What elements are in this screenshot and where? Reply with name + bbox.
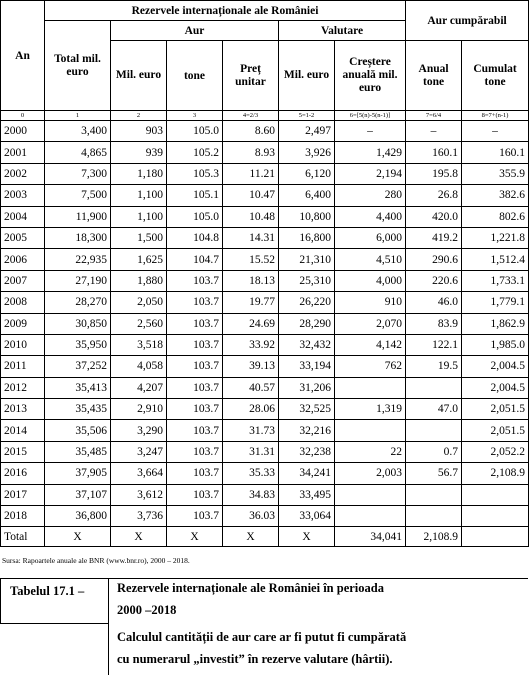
value-cell: 3,664: [111, 463, 167, 484]
value-cell: 103.7: [167, 441, 223, 462]
value-cell: 4,000: [335, 270, 406, 291]
total-cell: [462, 527, 529, 547]
year-cell: 2006: [1, 249, 45, 270]
value-cell: 0.7: [406, 441, 462, 462]
value-cell: 2,003: [335, 463, 406, 484]
value-cell: 122.1: [406, 334, 462, 355]
year-cell: 2013: [1, 399, 45, 420]
header-aur: Aur: [111, 21, 279, 41]
value-cell: 26,220: [279, 292, 335, 313]
value-cell: 1,319: [335, 399, 406, 420]
value-cell: 160.1: [406, 142, 462, 163]
value-cell: 35,413: [45, 377, 111, 398]
value-cell: 16,800: [279, 227, 335, 248]
header-cumulat: Cumulat tone: [462, 41, 529, 111]
value-cell: 10,800: [279, 206, 335, 227]
table-row: [1, 142, 529, 163]
value-cell: 1,880: [111, 270, 167, 291]
value-cell: 4,510: [335, 249, 406, 270]
value-cell: 3,400: [45, 121, 111, 142]
value-cell: 939: [111, 142, 167, 163]
value-cell: 1,625: [111, 249, 167, 270]
value-cell: 2,051.5: [462, 399, 529, 420]
header-pret-unitar: Preț unitar: [223, 41, 279, 111]
value-cell: 33.92: [223, 334, 279, 355]
index-cell: 3: [167, 111, 223, 121]
value-cell: 903: [111, 121, 167, 142]
value-cell: 6,400: [279, 185, 335, 206]
value-cell: 32,216: [279, 420, 335, 441]
table-caption: [0, 578, 528, 675]
value-cell: 28,290: [279, 313, 335, 334]
value-cell: 3,926: [279, 142, 335, 163]
value-cell: [462, 506, 529, 527]
source-note: Sursa: Rapoartele anuale ale BNR (www.bnr.ro), 2000 – 2018.: [2, 556, 190, 565]
value-cell: 105.0: [167, 121, 223, 142]
value-cell: 33,194: [279, 356, 335, 377]
value-cell: 3,290: [111, 420, 167, 441]
value-cell: [335, 420, 406, 441]
value-cell: 11.21: [223, 163, 279, 184]
value-cell: 31.73: [223, 420, 279, 441]
table-row: [1, 270, 529, 291]
table-row: [1, 163, 529, 184]
value-cell: 39.13: [223, 356, 279, 377]
value-cell: 1,100: [111, 185, 167, 206]
value-cell: 103.7: [167, 484, 223, 505]
value-cell: 104.8: [167, 227, 223, 248]
value-cell: 28.06: [223, 399, 279, 420]
year-cell: 2009: [1, 313, 45, 334]
value-cell: 18,300: [45, 227, 111, 248]
index-cell: 6=[5(n)-5(n-1)]: [335, 111, 406, 121]
value-cell: 2,004.5: [462, 356, 529, 377]
value-cell: 1,862.9: [462, 313, 529, 334]
data-rows: [1, 121, 529, 527]
value-cell: 35,950: [45, 334, 111, 355]
value-cell: 103.7: [167, 420, 223, 441]
table-row: [1, 249, 529, 270]
value-cell: 382.6: [462, 185, 529, 206]
index-cell: 1: [45, 111, 111, 121]
value-cell: 36.03: [223, 506, 279, 527]
header-an: An: [1, 1, 45, 111]
value-cell: 355.9: [462, 163, 529, 184]
table-row: [1, 420, 529, 441]
header-aur-tone: tone: [167, 41, 223, 111]
value-cell: 105.1: [167, 185, 223, 206]
value-cell: 40.57: [223, 377, 279, 398]
table-row: [1, 377, 529, 398]
table-row: [1, 506, 529, 527]
year-cell: 2003: [1, 185, 45, 206]
value-cell: 8.60: [223, 121, 279, 142]
value-cell: 30,850: [45, 313, 111, 334]
table-row: [1, 463, 529, 484]
index-cell: 8=7+(n-1): [462, 111, 529, 121]
value-cell: 105.0: [167, 206, 223, 227]
value-cell: 11,900: [45, 206, 111, 227]
value-cell: [406, 506, 462, 527]
table-row: [1, 334, 529, 355]
year-cell: 2018: [1, 506, 45, 527]
index-cell: 2: [111, 111, 167, 121]
value-cell: 46.0: [406, 292, 462, 313]
value-cell: [335, 484, 406, 505]
value-cell: 105.2: [167, 142, 223, 163]
year-cell: 2008: [1, 292, 45, 313]
value-cell: 83.9: [406, 313, 462, 334]
value-cell: 103.7: [167, 506, 223, 527]
value-cell: 104.7: [167, 249, 223, 270]
value-cell: 33,064: [279, 506, 335, 527]
table-row: [1, 356, 529, 377]
value-cell: [462, 484, 529, 505]
value-cell: 22: [335, 441, 406, 462]
value-cell: 103.7: [167, 334, 223, 355]
value-cell: 19.77: [223, 292, 279, 313]
total-cell: X: [167, 527, 223, 547]
year-cell: 2011: [1, 356, 45, 377]
value-cell: 7,300: [45, 163, 111, 184]
table-row: [1, 206, 529, 227]
value-cell: 910: [335, 292, 406, 313]
value-cell: 35,485: [45, 441, 111, 462]
value-cell: 33,495: [279, 484, 335, 505]
header-total-mil: Total mil. euro: [45, 21, 111, 111]
value-cell: 3,247: [111, 441, 167, 462]
value-cell: 1,779.1: [462, 292, 529, 313]
value-cell: 4,058: [111, 356, 167, 377]
year-cell: 2014: [1, 420, 45, 441]
value-cell: [335, 506, 406, 527]
header-anual: Anual tone: [406, 41, 462, 111]
table-row: [1, 121, 529, 142]
value-cell: 34,241: [279, 463, 335, 484]
value-cell: 28,270: [45, 292, 111, 313]
table-row: [1, 185, 529, 206]
value-cell: 2,052.2: [462, 441, 529, 462]
value-cell: 56.7: [406, 463, 462, 484]
value-cell: –: [462, 121, 529, 142]
value-cell: 18.13: [223, 270, 279, 291]
value-cell: 2,070: [335, 313, 406, 334]
index-cell: 0: [1, 111, 45, 121]
value-cell: 37,252: [45, 356, 111, 377]
total-cell: X: [279, 527, 335, 547]
value-cell: 103.7: [167, 377, 223, 398]
value-cell: 31,206: [279, 377, 335, 398]
value-cell: [406, 420, 462, 441]
value-cell: 21,310: [279, 249, 335, 270]
value-cell: [335, 377, 406, 398]
value-cell: 1,512.4: [462, 249, 529, 270]
caption-label: Tabelul 17.1 –: [10, 584, 85, 598]
value-cell: 3,518: [111, 334, 167, 355]
value-cell: 26.8: [406, 185, 462, 206]
year-cell: 2001: [1, 142, 45, 163]
value-cell: 103.7: [167, 399, 223, 420]
total-row: [1, 527, 529, 547]
value-cell: 35,506: [45, 420, 111, 441]
value-cell: 37,905: [45, 463, 111, 484]
value-cell: 103.7: [167, 270, 223, 291]
value-cell: 762: [335, 356, 406, 377]
value-cell: 35,435: [45, 399, 111, 420]
value-cell: 103.7: [167, 313, 223, 334]
value-cell: 6,000: [335, 227, 406, 248]
value-cell: 160.1: [462, 142, 529, 163]
total-cell: X: [223, 527, 279, 547]
value-cell: 22,935: [45, 249, 111, 270]
year-cell: 2002: [1, 163, 45, 184]
value-cell: 2,108.9: [462, 463, 529, 484]
value-cell: 103.7: [167, 356, 223, 377]
index-cell: 4=2/3: [223, 111, 279, 121]
header-aur-mil: Mil. euro: [111, 41, 167, 111]
value-cell: 290.6: [406, 249, 462, 270]
value-cell: 32,525: [279, 399, 335, 420]
value-cell: 19.5: [406, 356, 462, 377]
value-cell: 2,194: [335, 163, 406, 184]
value-cell: 10.47: [223, 185, 279, 206]
value-cell: –: [335, 121, 406, 142]
year-cell: 2015: [1, 441, 45, 462]
value-cell: 32,432: [279, 334, 335, 355]
value-cell: 3,612: [111, 484, 167, 505]
value-cell: 31.31: [223, 441, 279, 462]
year-cell: 2016: [1, 463, 45, 484]
value-cell: 420.0: [406, 206, 462, 227]
table-row: [1, 227, 529, 248]
value-cell: 7,500: [45, 185, 111, 206]
year-cell: 2007: [1, 270, 45, 291]
value-cell: 6,120: [279, 163, 335, 184]
header-val-mil: Mil. euro: [279, 41, 335, 111]
table-row: [1, 484, 529, 505]
value-cell: 220.6: [406, 270, 462, 291]
value-cell: 15.52: [223, 249, 279, 270]
year-cell: 2012: [1, 377, 45, 398]
value-cell: 2,910: [111, 399, 167, 420]
value-cell: 1,985.0: [462, 334, 529, 355]
caption-title-line2: 2000 –2018: [117, 603, 177, 617]
table-row: [1, 441, 529, 462]
value-cell: 2,497: [279, 121, 335, 142]
total-label: Total: [1, 527, 45, 547]
value-cell: 3,736: [111, 506, 167, 527]
caption-title-line1: Rezervele internaționale ale României în perioada: [117, 581, 384, 595]
value-cell: 24.69: [223, 313, 279, 334]
value-cell: 4,865: [45, 142, 111, 163]
caption-desc-line2: cu numerarul „investit” în rezerve valutare (hârtii).: [117, 652, 393, 666]
value-cell: 105.3: [167, 163, 223, 184]
header-valutare: Valutare: [279, 21, 406, 41]
value-cell: 103.7: [167, 463, 223, 484]
value-cell: 25,310: [279, 270, 335, 291]
value-cell: [406, 377, 462, 398]
year-cell: 2004: [1, 206, 45, 227]
value-cell: 195.8: [406, 163, 462, 184]
value-cell: 2,051.5: [462, 420, 529, 441]
value-cell: 103.7: [167, 292, 223, 313]
header-aur-cumparabil: Aur cumpărabil: [406, 1, 529, 41]
header-crestere: Creștere anuală mil. euro: [335, 41, 406, 111]
table-row: [1, 399, 529, 420]
value-cell: 8.93: [223, 142, 279, 163]
value-cell: 47.0: [406, 399, 462, 420]
header-reserve-title: Rezervele internaționale ale României: [45, 1, 406, 21]
index-cell: 7=6/4: [406, 111, 462, 121]
total-cell: X: [45, 527, 111, 547]
value-cell: 34.83: [223, 484, 279, 505]
value-cell: 4,142: [335, 334, 406, 355]
year-cell: 2010: [1, 334, 45, 355]
table-row: [1, 292, 529, 313]
value-cell: 2,560: [111, 313, 167, 334]
value-cell: 2,004.5: [462, 377, 529, 398]
value-cell: 14.31: [223, 227, 279, 248]
total-cell: X: [111, 527, 167, 547]
year-cell: 2000: [1, 121, 45, 142]
value-cell: 802.6: [462, 206, 529, 227]
value-cell: 32,238: [279, 441, 335, 462]
caption-desc-line1: Calculul cantității de aur care ar fi putut fi cumpărată: [117, 630, 407, 644]
total-cell: 2,108.9: [406, 527, 462, 547]
value-cell: 36,800: [45, 506, 111, 527]
value-cell: 1,733.1: [462, 270, 529, 291]
value-cell: 1,100: [111, 206, 167, 227]
value-cell: 4,400: [335, 206, 406, 227]
year-cell: 2005: [1, 227, 45, 248]
value-cell: 35.33: [223, 463, 279, 484]
value-cell: [406, 484, 462, 505]
value-cell: 10.48: [223, 206, 279, 227]
value-cell: 280: [335, 185, 406, 206]
value-cell: 4,207: [111, 377, 167, 398]
value-cell: 1,180: [111, 163, 167, 184]
value-cell: 27,190: [45, 270, 111, 291]
value-cell: –: [406, 121, 462, 142]
year-cell: 2017: [1, 484, 45, 505]
value-cell: 419.2: [406, 227, 462, 248]
value-cell: 2,050: [111, 292, 167, 313]
value-cell: 1,429: [335, 142, 406, 163]
index-cell: 5=1-2: [279, 111, 335, 121]
table-row: [1, 313, 529, 334]
value-cell: 1,500: [111, 227, 167, 248]
value-cell: 1,221.8: [462, 227, 529, 248]
value-cell: 37,107: [45, 484, 111, 505]
index-row: [1, 111, 529, 121]
total-cell: 34,041: [335, 527, 406, 547]
